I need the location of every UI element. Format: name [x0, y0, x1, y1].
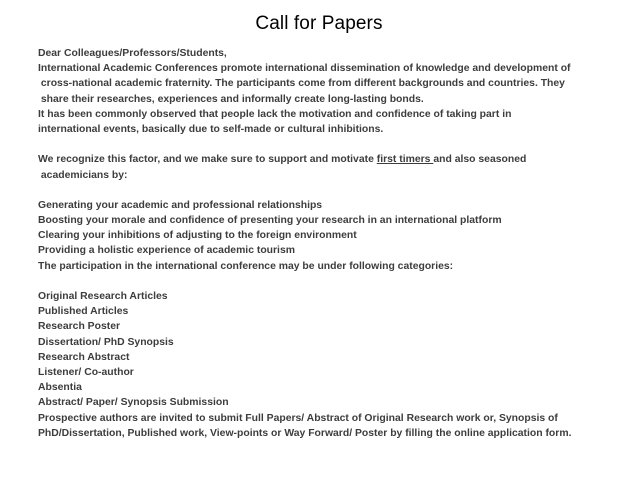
closing-line: Prospective authors are invited to submit Full Papers/ Abstract of Original Research work or, Synopsis of — [38, 412, 558, 424]
recognize-text-end: and also seasoned — [433, 154, 527, 166]
benefits-list — [38, 198, 630, 274]
benefit-item: Generating your academic and professional relationships — [38, 199, 323, 211]
closing-line: PhD/Dissertation, Published work, View-points or Way Forward/ Poster by filling the online application form. — [38, 427, 572, 439]
recognize-text: We recognize this factor, and we make sure to support and motivate — [38, 154, 377, 166]
intro-line: It has been commonly observed that people lack the motivation and confidence of taking part in — [38, 108, 512, 120]
intro-paragraph — [38, 61, 630, 137]
category-item: Listener/ Co-author — [38, 366, 134, 378]
greeting: Dear Colleagues/Professors/Students, — [38, 48, 227, 59]
spacer — [38, 137, 630, 152]
first-timers-link[interactable]: first timers — [376, 154, 434, 166]
slide-title: Call for Papers — [255, 13, 383, 34]
benefit-item: The participation in the international conference may be under following categories: — [38, 260, 454, 272]
benefit-item: Boosting your morale and confidence of presenting your research in an international platform — [38, 215, 502, 227]
recognize-line — [38, 152, 630, 167]
category-item: Dissertation/ PhD Synopsis — [38, 336, 174, 348]
intro-line: International Academic Conferences promote international dissemination of knowledge and development of — [38, 63, 571, 75]
intro-line: cross-national academic fraternity. The participants come from different backgrounds and countries. They — [38, 78, 565, 90]
spacer — [38, 274, 630, 289]
category-item: Research Abstract — [38, 351, 130, 363]
spacer — [38, 183, 630, 198]
category-item: Abstract/ Paper/ Synopsis Submission — [38, 397, 229, 409]
category-item: Published Articles — [38, 306, 129, 318]
categories-list — [38, 289, 630, 411]
benefit-item: Providing a holistic experience of academic tourism — [38, 245, 295, 257]
category-item: Absentia — [38, 382, 82, 394]
category-item: Original Research Articles — [38, 291, 168, 302]
recognize-line-2: academicians by: — [38, 169, 128, 181]
closing-paragraph — [38, 411, 630, 441]
intro-line: share their researches, experiences and informally create long-lasting bonds. — [38, 93, 424, 105]
intro-line: international events, basically due to self-made or cultural inhibitions. — [38, 123, 384, 135]
recognize-paragraph — [38, 152, 630, 182]
slide-body — [38, 46, 630, 441]
benefit-item: Clearing your inhibitions of adjusting to the foreign environment — [38, 230, 357, 242]
category-item: Research Poster — [38, 321, 121, 333]
